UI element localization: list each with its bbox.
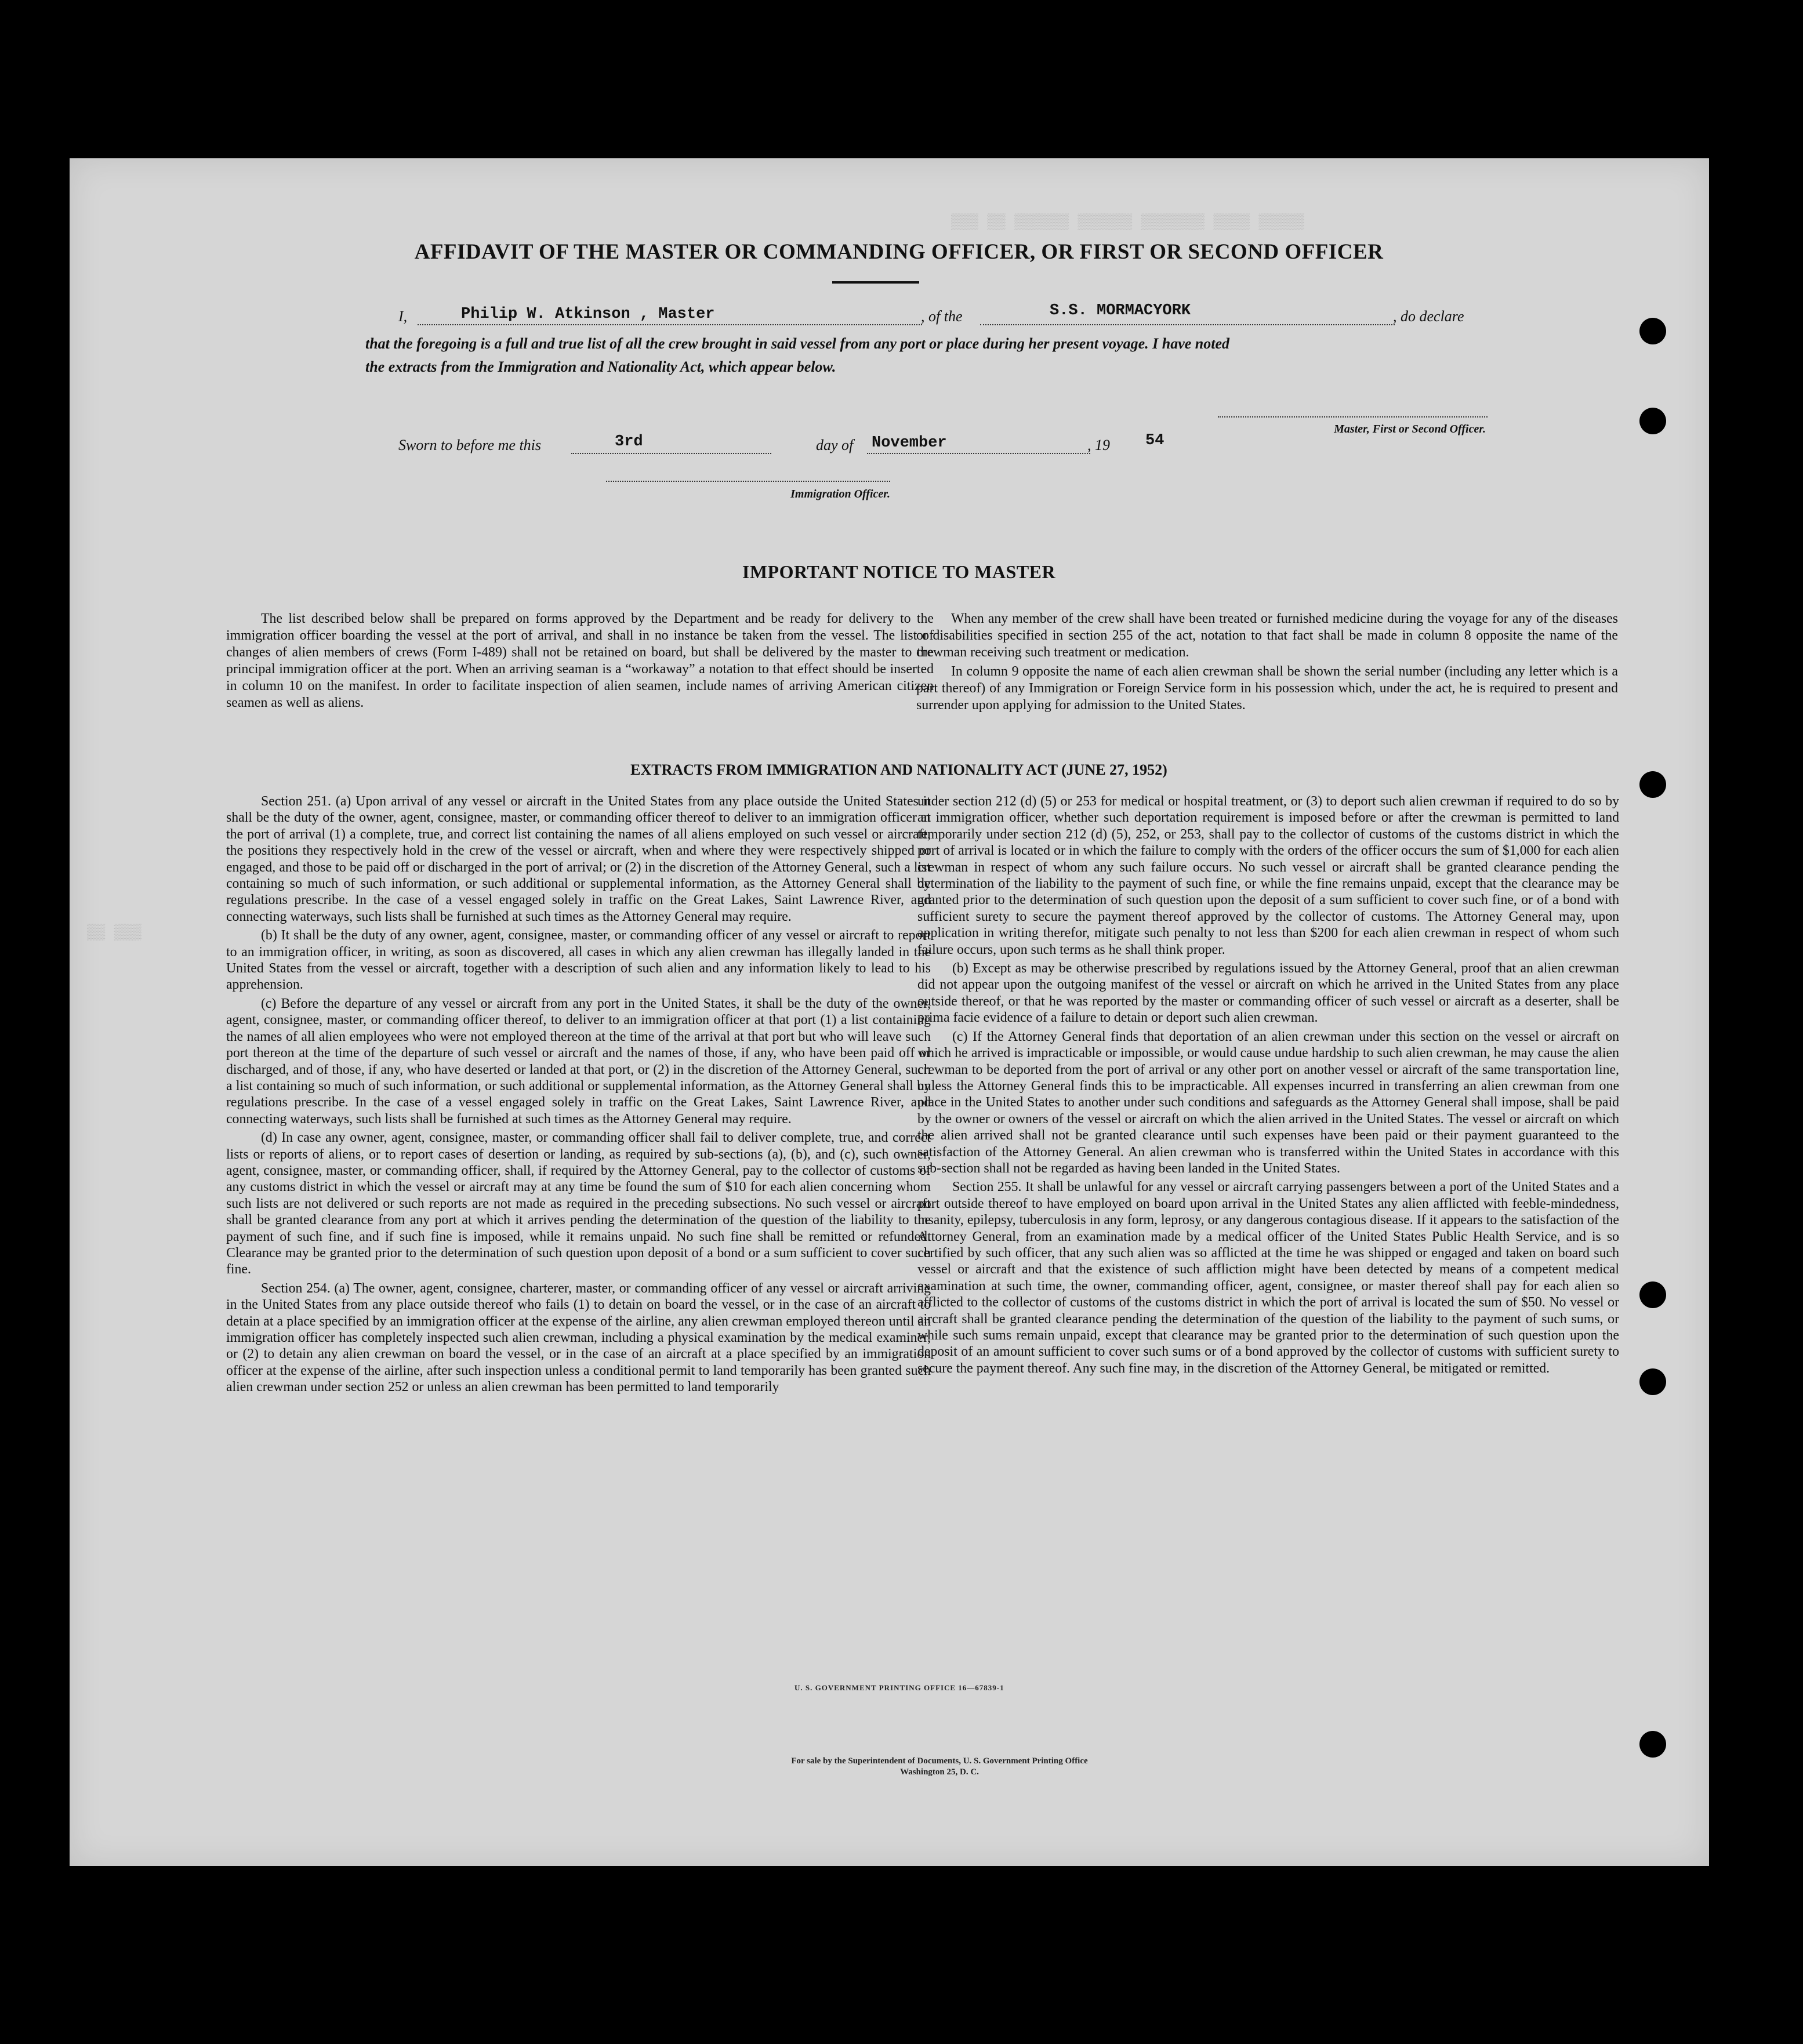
day-fill-line xyxy=(571,453,771,454)
notice-title: IMPORTANT NOTICE TO MASTER xyxy=(742,561,1056,582)
notice-left-paragraph: The list described below shall be prepared on forms approved by the Department and be ready for delivery to the immigration officer boarding the vessel at the port of arrival, and shall in no instance be taken from the vessel. The list of changes of alien members of crews (Form I-489) shall not be retained on board, but shall be delivered by the master to the principal immigration officer at the port. When an arriving seaman is a “workaway” a notation to that effect should be inserted in column 10 on the manifest. In order to facilitate inspection of alien seamen, include names of arriving American citizen seamen as well as aliens. xyxy=(226,611,934,710)
section-254-c: (c) If the Attorney General finds that deportation of an alien crewman under this section on the vessel or aircraft on which he arrived is impracticable or impossible, or would cause undue hardship to such alien crewman, he may cause the alien crewman to be deported from the port of arrival or any other port on another vessel or aircraft of the same transportation line, unless the Attorney General finds this to be impracticable. All expenses incurred in transferring an alien crewman from one place in the United States to another under such conditions and safeguards as the Attorney General shall impose, shall be paid by the owner or owners of the vessel or aircraft on which the alien arrived in the United States. The vessel or aircraft on which the alien arrived shall not be granted clearance until such expenses have been paid or their payment guaranteed to the satisfaction of the Attorney General. An alien crewman who is transferred within the United States in accordance with this sub-section shall not be regarded as having been landed in the United States. xyxy=(917,1029,1619,1176)
sale-line-2: Washington 25, D. C. xyxy=(900,1767,979,1777)
master-name-field: Philip W. Atkinson , Master xyxy=(461,306,715,323)
document-page xyxy=(70,158,1709,1866)
sworn-year-field: 54 xyxy=(1145,432,1164,449)
officer-signature-caption: Immigration Officer. xyxy=(790,488,890,500)
punch-hole xyxy=(1639,1368,1666,1395)
year-prefix-label: , 19 xyxy=(1087,437,1110,453)
day-of-label: day of xyxy=(816,437,854,453)
punch-hole xyxy=(1639,1731,1666,1758)
punch-hole xyxy=(1639,318,1666,344)
bleed-through-margin: ▒▒ ▒▒▒ xyxy=(87,924,142,941)
printing-office-line: U. S. GOVERNMENT PRINTING OFFICE 16—67839-1 xyxy=(795,1683,1004,1692)
affidavit-title: AFFIDAVIT OF THE MASTER OR COMMANDING OFFICER, OR FIRST OR SECOND OFFICER xyxy=(414,240,1384,264)
sale-line-1: For sale by the Superintendent of Documents, U. S. Government Printing Office xyxy=(791,1756,1088,1766)
extracts-title: EXTRACTS FROM IMMIGRATION AND NATIONALITY ACT (JUNE 27, 1952) xyxy=(630,761,1167,778)
section-254-a-continued: under section 212 (d) (5) or 253 for medical or hospital treatment, or (3) to deport such alien crewman if required to do so by an immigration officer, whether such deportation requirement is imposed before or after the crewman is permitted to land temporarily under section 212 (d) (5), 252, or 253, shall pay to the collector of customs of the customs district in which the port of arrival is located or in which the failure to comply with the orders of the officer occurs the sum of $1,000 for each alien crewman in respect of whom any such failure occurs. No such vessel or aircraft shall be granted clearance pending the determination of the liability to the payment of such fine, or while the fine remains unpaid, except that the clearance may be granted prior to the determination of such question upon the deposit of a sum sufficient to cover such fine, or of a bond with sufficient surety to secure the payment thereof approved by the collector of customs. The Attorney General may, upon application in writing therefor, mitigate such penalty to not less than $200 for each alien crewman in respect of whom such failure occurs, upon such terms as he shall think proper. xyxy=(917,794,1619,957)
title-rule xyxy=(832,281,919,284)
section-251-b: (b) It shall be the duty of any owner, agent, consignee, master, or commanding officer of any vessel or aircraft to report to an immigration officer, in writing, as soon as discovered, all cases in which any alien crewman has illegally landed in the United States from the vessel or aircraft, together with a description of such alien and any information likely to lead to his apprehension. xyxy=(226,928,931,993)
section-251-a: Section 251. (a) Upon arrival of any vessel or aircraft in the United States from any place outside the United States it shall be the duty of the owner, agent, consignee, master, or commanding officer thereof to deliver to an immigration officer at the port of arrival (1) a complete, true, and correct list containing the names of all aliens employed on such vessel or aircraft, the positions they respectively hold in the crew of the vessel or aircraft, when and where they were respectively shipped or engaged, and those to be paid off or discharged in the port of arrival; or (2) in the discretion of the Attorney General, such a list containing so much of such information, or such additional or supplemental information, as the Attorney General shall by regulations prescribe. In the case of a vessel engaged solely in traffic on the Great Lakes, Saint Lawrence River, and connecting waterways, such lists shall be furnished at such times as the Attorney General may require. xyxy=(226,794,931,924)
section-251-c: (c) Before the departure of any vessel or aircraft from any port in the United States, it shall be the duty of the owner, agent, consignee, master, or commanding officer thereof, to deliver to an immigration officer at that port (1) a list containing the names of all alien employees who were not employed thereon at the time of the arrival at that port but who will leave such port thereon at the time of the departure of such vessel or aircraft and the names of those, if any, who have been paid off or discharged, and of those, if any, who have deserted or landed at that port, or (2) in the discretion of the Attorney General, such a list containing so much of such information, or such additional or supplemental information, as the Attorney General shall by regulations prescribe. In the case of a vessel engaged solely in traffic on the Great Lakes, Saint Lawrence River, and connecting waterways, such lists shall be furnished at such times as the Attorney General may require. xyxy=(226,996,931,1127)
officer-signature-line xyxy=(606,481,890,482)
extracts-left-column xyxy=(226,793,931,1396)
master-signature-line xyxy=(1218,416,1488,417)
sale-notice xyxy=(592,1756,1287,1778)
i-label: I, xyxy=(398,308,408,325)
bleed-through-text: ▒▒▒ ▒▒ ▒▒▒▒▒▒ ▒▒▒▒▒▒ ▒▒▒▒▒▒▒ ▒▒▒▒ ▒▒▒▒▒ xyxy=(951,213,1304,231)
notice-right-column xyxy=(916,611,1618,714)
punch-hole xyxy=(1639,408,1666,434)
extracts-right-column xyxy=(917,793,1619,1377)
sworn-month-field: November xyxy=(872,434,947,452)
do-declare-label: , do declare xyxy=(1393,308,1464,325)
section-251-d: (d) In case any owner, agent, consignee, master, or commanding officer shall fail to deliver complete, true, and correct lists or reports of aliens, or to report cases of desertion or landing, as required by sub-sections (a), (b), and (c), such owner, agent, consignee, master, or commanding officer, shall, if required by the Attorney General, pay to the collector of customs of any customs district in which the vessel or aircraft may at any time be found the sum of $10 for each alien concerning whom such lists are not delivered or such reports are not made as required in the preceding subsections. No such vessel or aircraft shall be granted clearance from any port at which it arrives pending the determination of the question of the liability to the payment of such fine, and if such fine is imposed, while it remains unpaid. No such fine shall be remitted or refunded. Clearance may be granted prior to the determination of such question upon deposit of a bond or a sum sufficient to cover such fine. xyxy=(226,1130,931,1277)
vessel-fill-line xyxy=(980,324,1395,325)
section-254-a: Section 254. (a) The owner, agent, consignee, charterer, master, or commanding officer of any vessel or aircraft arriving in the United States from any place outside thereof who fails (1) to detain on board the vessel, or in the case of an aircraft to detain at a place specified by an immigration officer at the expense of the airline, any alien crewman employed thereon until an immigration officer has completely inspected such alien crewman, including a physical examination by the medical examiner, or (2) to detain any alien crewman on board the vessel, or in the case of an aircraft at a place specified by an immigration officer at the expense of the airline, after such inspection unless a conditional permit to land temporarily has been granted such alien crewman under section 252 or unless an alien crewman has been permitted to land temporarily xyxy=(226,1280,931,1395)
sworn-day-field: 3rd xyxy=(615,433,643,451)
notice-right-paragraph-2: In column 9 opposite the name of each alien crewman shall be shown the serial number (including any letter which is a part thereof) of any Immigration or Foreign Service form in his possession which, under the act, he is required to present and surrender upon applying for admission to the United States. xyxy=(916,664,1618,713)
punch-hole xyxy=(1639,771,1666,798)
master-signature-caption: Master, First or Second Officer. xyxy=(1334,423,1486,435)
section-254-b: (b) Except as may be otherwise prescribed by regulations issued by the Attorney General, proof that an alien crewman did not appear upon the outgoing manifest of the vessel or aircraft on which he arrived in the United States from any place outside thereof, or that he was reported by the master or commanding officer of such vessel or aircraft as a deserter, shall be prima facie evidence of a failure to detain or deport such alien crewman. xyxy=(917,961,1619,1026)
section-255: Section 255. It shall be unlawful for any vessel or aircraft carrying passengers between a port of the United States and a port outside thereof to have employed on board upon arrival in the United States any alien afflicted with feeble-mindedness, insanity, epilepsy, tuberculosis in any form, leprosy, or any dangerous contagious disease. If it appears to the satisfaction of the Attorney General, from an examination made by a medical officer of the United States Public Health Service, and is so certified by such officer, that any such alien was so afflicted at the time he was shipped or engaged and taken on board such vessel or aircraft and that the existence of such affliction might have been detected by means of a competent medical examination at such time, the owner, commanding officer, agent, consignee, or master thereof shall pay for each alien so afflicted to the collector of customs of the customs district in which the port of arrival is located the sum of $50. No vessel or aircraft shall be granted clearance pending the determination of the question of the liability to the payment of such sums, or while such sums remain unpaid, except that clearance may be granted prior to the determination of such question upon the deposit of an amount sufficient to cover such sums or of a bond approved by the collector of customs with sufficient surety to secure the payment thereof. Any such fine may, in the discretion of the Attorney General, be mitigated or remitted. xyxy=(917,1179,1619,1376)
notice-left-column xyxy=(226,611,934,711)
declaration-line-2: the extracts from the Immigration and Nationality Act, which appear below. xyxy=(365,358,836,375)
of-the-label: , of the xyxy=(921,308,963,325)
name-fill-line xyxy=(418,324,922,325)
sworn-label: Sworn to before me this xyxy=(398,437,542,453)
vessel-name-field: S.S. MORMACYORK xyxy=(1050,302,1191,320)
declaration-line-1: that the foregoing is a full and true list of all the crew brought in said vessel from any port or place during her present voyage. I have noted xyxy=(365,335,1230,352)
month-fill-line xyxy=(867,453,1090,454)
notice-right-paragraph-1: When any member of the crew shall have been treated or furnished medicine during the voyage for any of the diseases or disabilities specified in section 255 of the act, notation to that fact shall be made in column 8 opposite the name of the crewman receiving such treatment or medication. xyxy=(916,611,1618,660)
punch-hole xyxy=(1639,1281,1666,1308)
